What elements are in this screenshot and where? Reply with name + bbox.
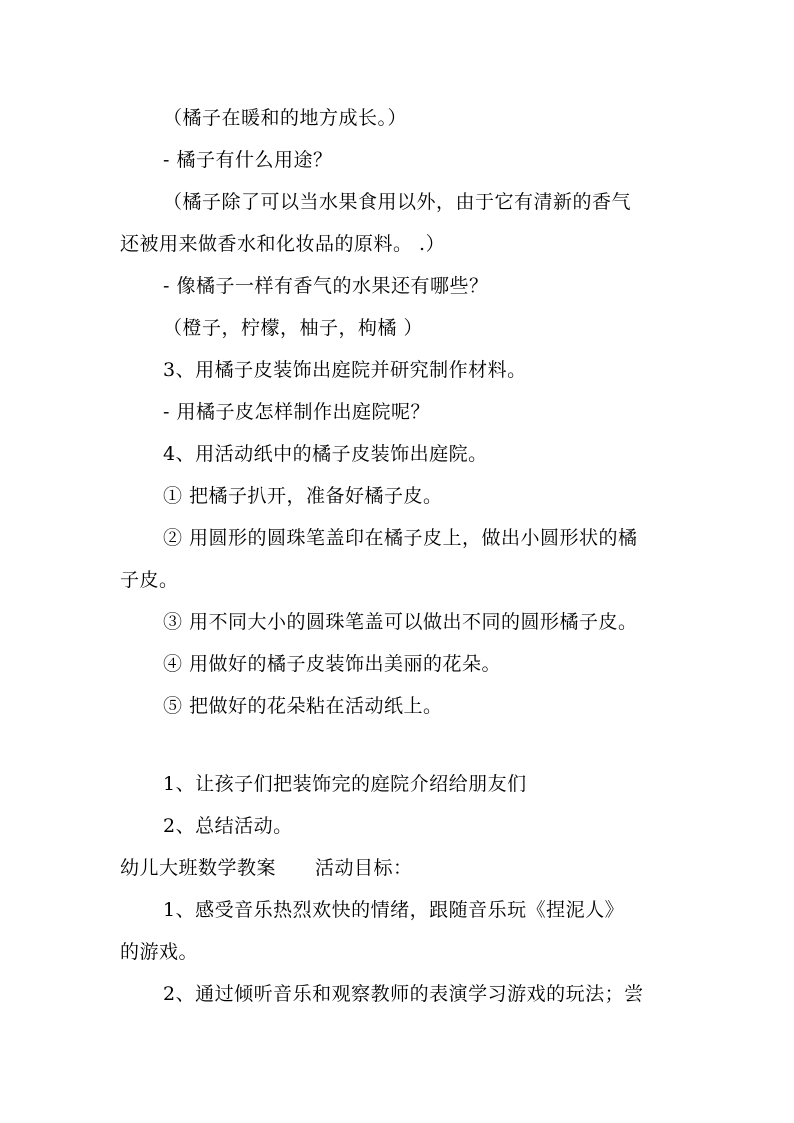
text-line: 1、感受音乐热烈欢快的情绪，跟随音乐玩《捏泥人》: [163, 899, 625, 921]
text-line: 4、用活动纸中的橘子皮装饰出庭院。: [163, 443, 488, 465]
text-line: （橘子在暖和的地方成长。）: [163, 107, 408, 129]
text-line: - 用橘子皮怎样制作出庭院呢？: [163, 401, 430, 423]
text-line: - 橘子有什么用途？: [163, 149, 333, 171]
text-line: 1、让孩子们把装饰完的庭院介绍给朋友们: [163, 773, 527, 795]
text-line: 还被用来做香水和化妆品的原料。 .）: [120, 233, 446, 255]
text-line: - 像橘子一样有香气的水果还有哪些？: [163, 275, 489, 297]
text-line: ③ 用不同大小的圆珠笔盖可以做出不同的圆形橘子皮。: [163, 611, 638, 633]
text-line: 3、用橘子皮装饰出庭院并研究制作材料。: [163, 359, 527, 381]
text-line: ④ 用做好的橘子皮装饰出美丽的花朵。: [163, 653, 502, 675]
text-line: 子皮。: [120, 569, 179, 591]
section-heading: 幼儿大班数学教案 活动目标：: [120, 857, 413, 879]
text-line: 2、通过倾听音乐和观察教师的表演学习游戏的玩法；尝: [163, 983, 644, 1005]
text-line: （橘子除了可以当水果食用以外，由于它有清新的香气: [163, 191, 632, 213]
text-line: ① 把橘子扒开，准备好橘子皮。: [163, 485, 443, 507]
text-line: （橙子，柠檬，柚子，枸橘 ）: [163, 317, 424, 339]
text-line: 的游戏。: [120, 941, 199, 963]
text-line: ② 用圆形的圆珠笔盖印在橘子皮上，做出小圆形状的橘: [163, 527, 638, 549]
text-line: ⑤ 把做好的花朵粘在活动纸上。: [163, 695, 443, 717]
text-line: 2、总结活动。: [163, 815, 293, 837]
